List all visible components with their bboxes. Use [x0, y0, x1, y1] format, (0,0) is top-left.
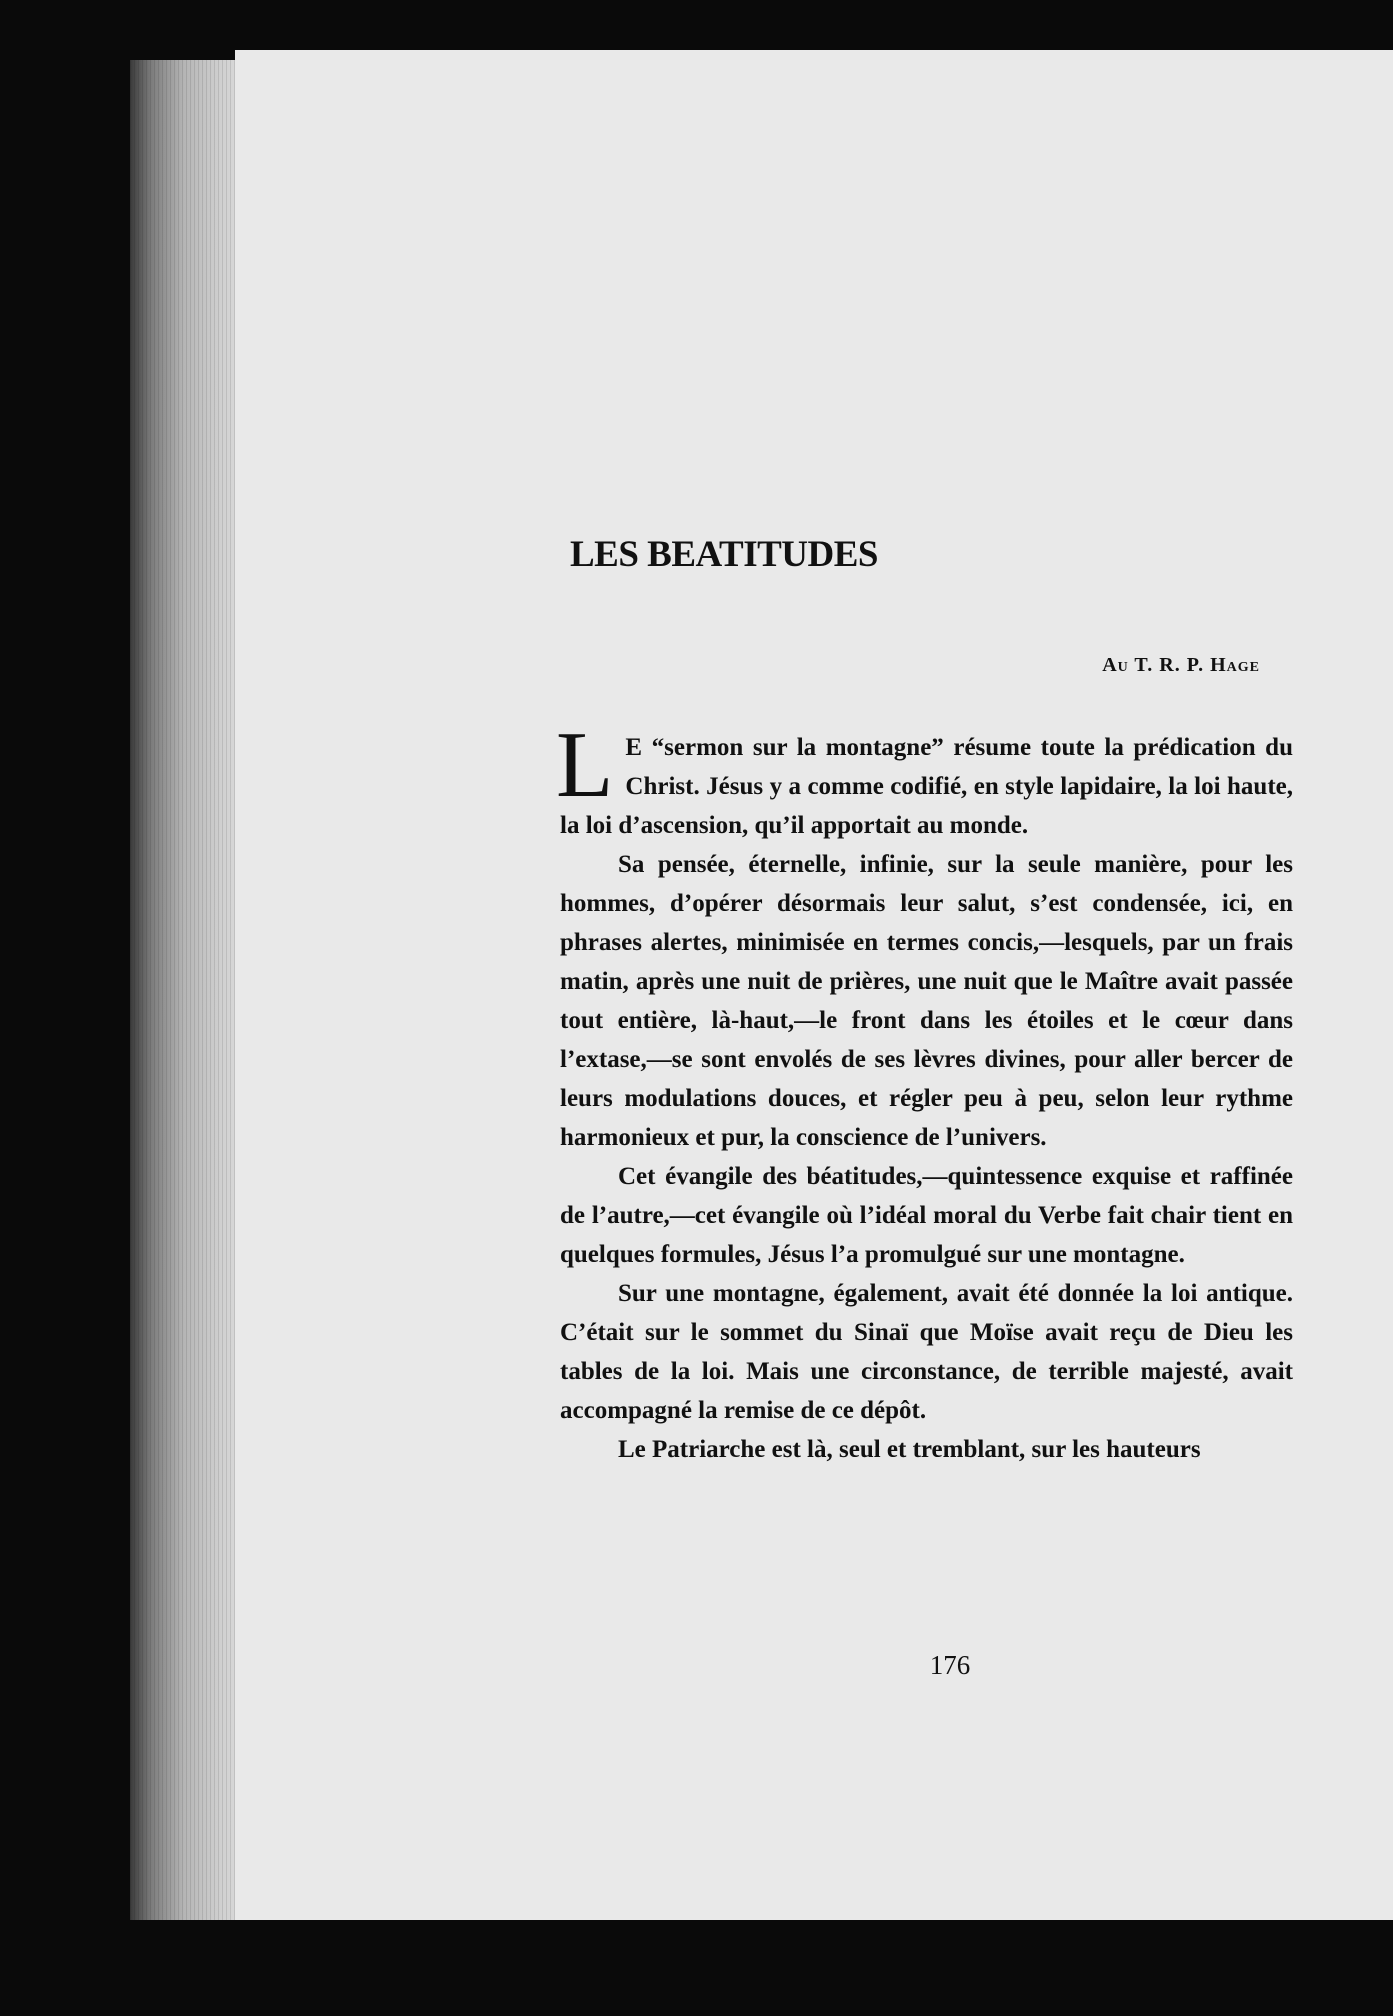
paragraph-4: Sur une montagne, également, avait été donnée la loi antique. C’était sur le sommet du Sinaï que Moïse avait reçu de Dieu les tables de la loi. Mais une circonstance, de terrible majesté, avait accompagné la remise de ce dépôt. [560, 1280, 1293, 1424]
paragraph-1 [556, 713, 1293, 845]
dedication: Au T. R. P. Hage [1102, 654, 1260, 676]
paragraph-5: Le Patriarche est là, seul et tremblant, sur les hauteurs [618, 1436, 1201, 1463]
page-number: 176 [929, 1650, 971, 1680]
chapter-title: LES BEATITUDES [570, 534, 878, 575]
book-page-edge [130, 60, 250, 1920]
paragraph-3: Cet évangile des béatitudes,—quintessence exquise et raffinée de l’autre,—cet évangile où l’idéal moral du Verbe fait chair tient en quelques formules, Jésus l’a promulgué sur une montagne. [560, 1163, 1293, 1268]
paragraph-1-text: E “sermon sur la montagne” résume toute la prédication du Christ. Jésus y a comme codifié, en style lapidaire, la loi haute, la loi d’ascension, qu’il apportait au monde. [560, 734, 1293, 839]
drop-cap: L [556, 713, 614, 817]
paragraph-2: Sa pensée, éternelle, infinie, sur la seule manière, pour les hommes, d’opérer désormais leur salut, s’est condensée, ici, en phrases alertes, minimisée en termes concis,—lesquels, par un frais matin, après une nuit de prières, une nuit que le Maître avait passée tout entière, là-haut,—le front dans les étoiles et le cœur dans l’extase,—se sont envolés de ses lèvres divines, pour aller bercer de leurs modulations douces, et régler peu à peu, selon leur rythme harmonieux et pur, la conscience de l’univers. [560, 851, 1293, 1151]
chapter-body [556, 713, 1293, 1469]
